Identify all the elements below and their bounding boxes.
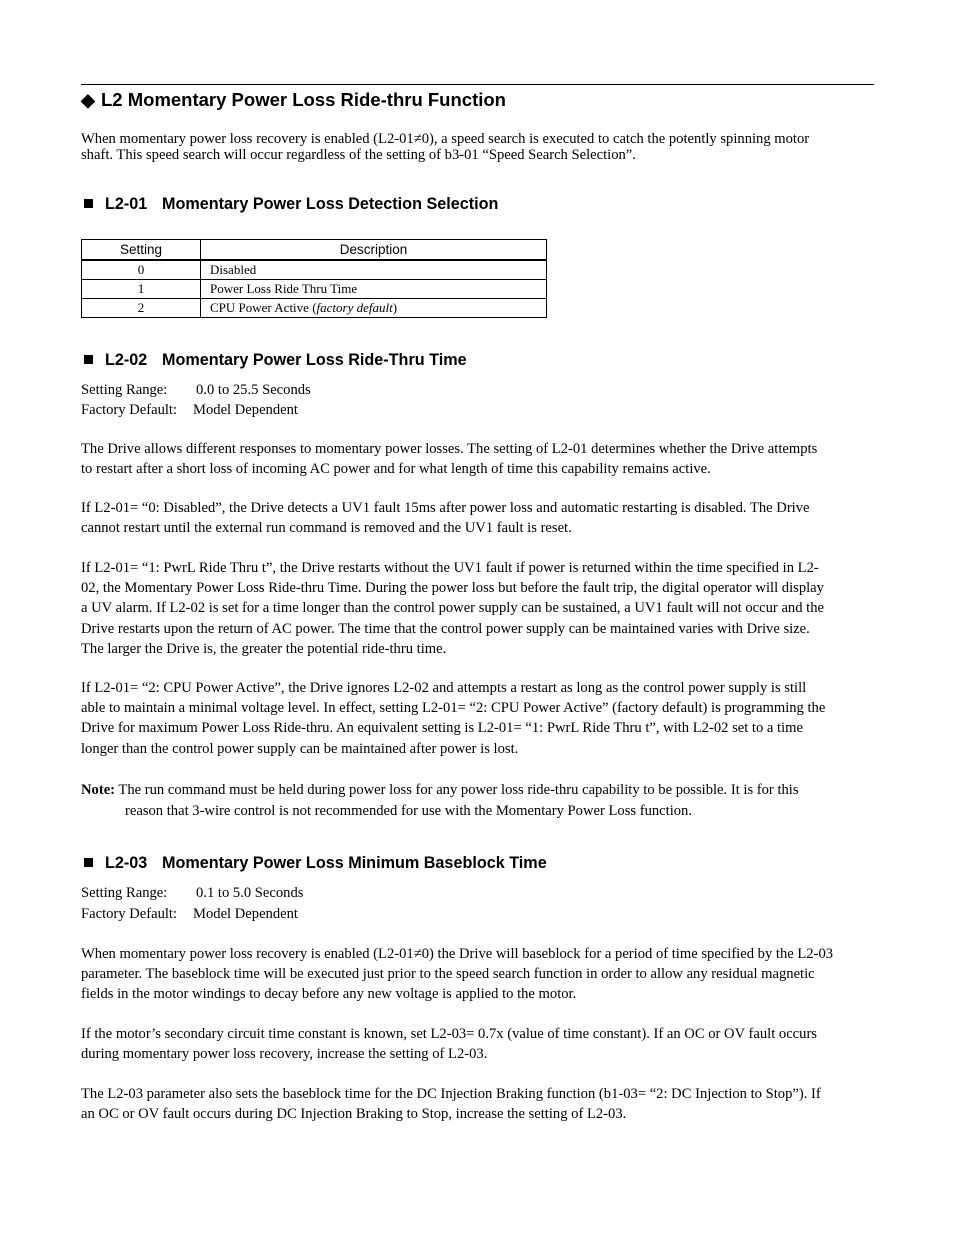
parameter-code: L2-03: [105, 854, 148, 872]
default-label: Factory Default:: [81, 402, 178, 418]
parameter-title: Momentary Power Loss Detection Selection: [162, 195, 499, 213]
intro-line: When momentary power loss recovery is enabled (L2-01≠0), a speed search is executed to catch the potently spinning motor: [81, 131, 810, 147]
section-title-text: L2 Momentary Power Loss Ride-thru Function: [101, 89, 506, 110]
intro-line: shaft. This speed search will occur regardless of the setting of b3-01 “Speed Search Selection”.: [81, 146, 636, 163]
setting-range: [81, 883, 303, 903]
range-value: 0.1 to 5.0 Seconds: [196, 885, 304, 901]
note-text: reason that 3-wire control is not recommended for use with the Momentary Power Loss function.: [125, 803, 692, 819]
settings-table: [81, 239, 547, 318]
note-label: Note:: [81, 782, 116, 798]
paragraph: If L2-01= “2: CPU Power Active”, the Drive ignores L2-02 and attempts a restart as long as the control power supply is still able to maintain a minimal voltage level. In effect, setting L2-01= “2: CPU Power Active” (factory default) is programming the Drive for maximum Power Loss Ride-thru. An equivalent setting is L2-01= “1: PwrL Ride Thru t”, with L2-02 set to a time longer than the control power supply can be maintained after power is lost.: [81, 680, 826, 757]
setting-cell: 2: [82, 299, 201, 318]
square-bullet-icon: [84, 355, 93, 364]
square-bullet-icon: [84, 199, 93, 208]
parameter-code: L2-02: [105, 351, 148, 369]
paragraph: If the motor’s secondary circuit time constant is known, set L2-03= 0.7x (value of time constant). If an OC or OV fault occurs during momentary power loss recovery, increase the setting of L2-03.: [81, 1026, 817, 1063]
square-bullet-icon: [84, 858, 93, 867]
heading-l2-01: [81, 194, 498, 214]
column-header-setting: Setting: [82, 240, 201, 261]
range-label: Setting Range:: [81, 885, 168, 901]
intro-paragraph: [81, 132, 874, 163]
paragraph: The Drive allows different responses to momentary power losses. The setting of L2-01 determines whether the Drive attempts to restart after a short loss of incoming AC power and for what length of time this capability remains active.: [81, 441, 818, 478]
parameter-title: Momentary Power Loss Ride-Thru Time: [162, 351, 467, 369]
column-header-description: Description: [201, 240, 547, 261]
section-title: [81, 89, 506, 111]
description-text: CPU Power Active (: [210, 300, 317, 315]
header-rule: [81, 84, 874, 85]
note-text: The run command must be held during power loss for any power loss ride-thru capability to be possible. It is for this: [115, 782, 799, 798]
setting-range: [81, 380, 311, 400]
description-cell: Power Loss Ride Thru Time: [201, 280, 547, 299]
parameter-title: Momentary Power Loss Minimum Baseblock Time: [162, 854, 547, 872]
default-label: Factory Default:: [81, 906, 178, 922]
table-header-row: [82, 240, 547, 261]
setting-cell: 1: [82, 280, 201, 299]
setting-cell: 0: [82, 260, 201, 280]
description-cell: [201, 299, 547, 318]
default-value: Model Dependent: [193, 402, 298, 418]
range-label: Setting Range:: [81, 382, 168, 398]
table-row: [82, 280, 547, 299]
parameter-code: L2-01: [105, 195, 148, 213]
factory-default: [81, 400, 298, 420]
default-value: Model Dependent: [193, 906, 298, 922]
table-row: [82, 299, 547, 318]
description-italic: factory default: [316, 300, 393, 315]
diamond-bullet-icon: ◆: [81, 90, 95, 110]
paragraph: When momentary power loss recovery is enabled (L2-01≠0) the Drive will baseblock for a period of time specified by the L2-03 parameter. The baseblock time will be executed just prior to the speed search function in order to allow any residual magnetic fields in the motor windings to decay before any new voltage is applied to the motor.: [81, 946, 834, 1003]
paragraph: If L2-01= “1: PwrL Ride Thru t”, the Drive restarts without the UV1 fault if power is returned within the time specified in L2- 02, the Momentary Power Loss Ride-thru Time. During the power loss but before the fault trip, the digital operator will display a UV alarm. If L2-02 is set for a time longer than the control power supply can be sustained, a UV1 fault will not occur and the Drive restarts upon the return of AC power. The time that the control power supply can be maintained varies with Drive size. The larger the Drive is, the greater the potential ride-thru time.: [81, 560, 824, 657]
paragraph: If L2-01= “0: Disabled”, the Drive detects a UV1 fault 15ms after power loss and automatic restarting is disabled. The Drive cannot restart until the external run command is removed and the UV1 fault is reset.: [81, 500, 810, 537]
heading-l2-03: [81, 853, 547, 873]
note: [81, 780, 874, 822]
heading-l2-02: [81, 350, 467, 370]
description-end: ): [392, 300, 398, 315]
range-value: 0.0 to 25.5 Seconds: [196, 382, 311, 398]
factory-default: [81, 904, 298, 924]
description-cell: Disabled: [201, 260, 547, 280]
table-row: [82, 260, 547, 280]
paragraph: The L2-03 parameter also sets the baseblock time for the DC Injection Braking function (b1-03= “2: DC Injection to Stop”). If an OC or OV fault occurs during DC Injection Braking to Stop, increase the setting of L2-03.: [81, 1086, 821, 1123]
